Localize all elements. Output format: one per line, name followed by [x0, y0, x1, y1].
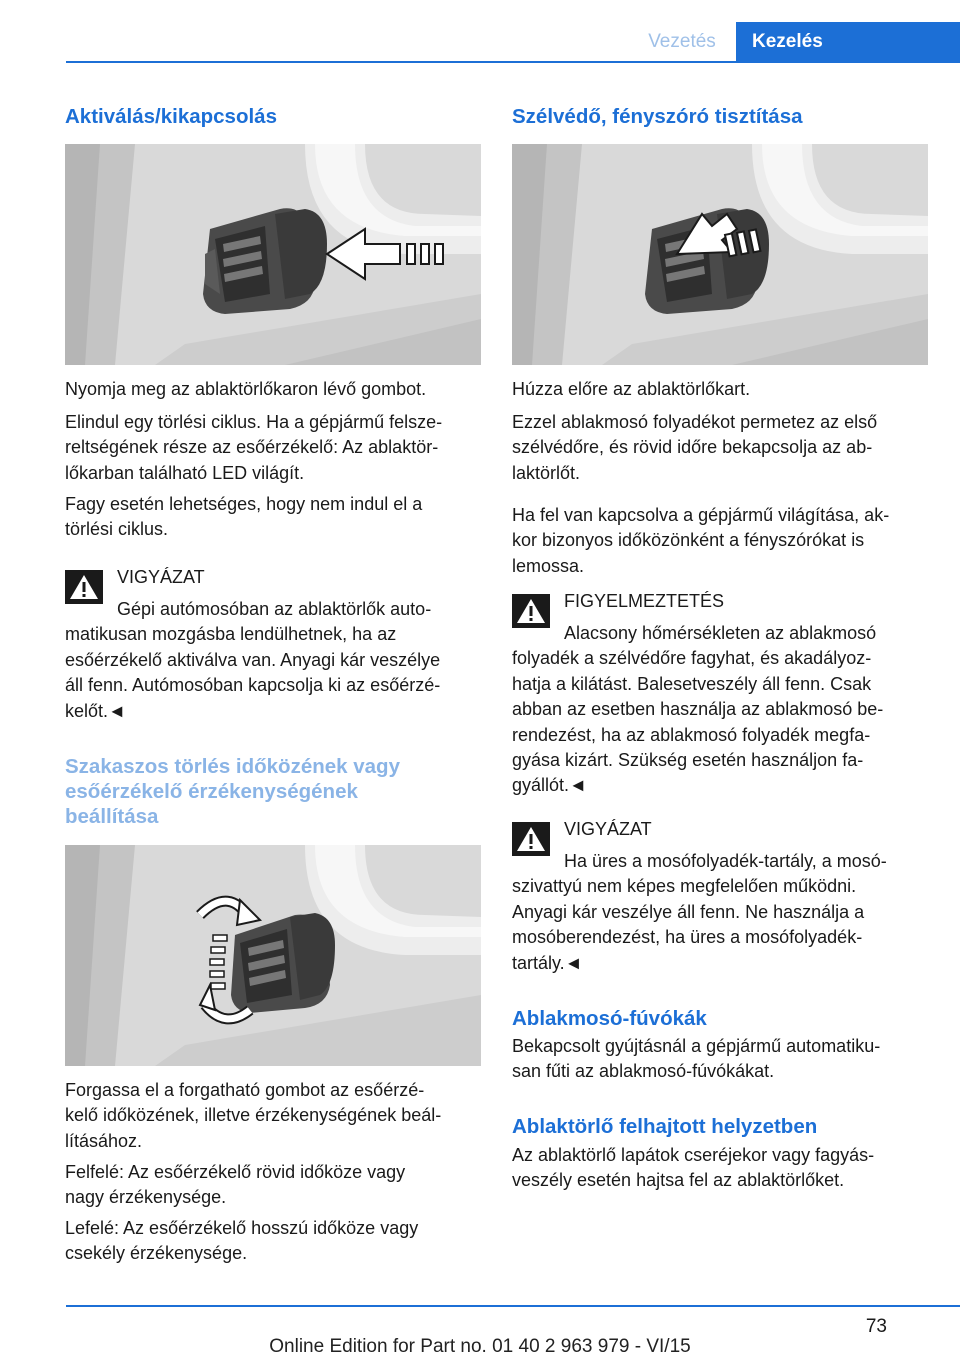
paragraph: Húzza előre az ablaktörlőkart. [512, 379, 751, 399]
paragraph-line: Ezzel ablakmosó folyadékot permetez az első [512, 412, 878, 432]
warning-text-line: szivattyú nem képes megfelelően működni. [512, 876, 857, 896]
warning-text-line: folyadék a szélvédőre fagyhat, és akadályoz‐ [512, 648, 872, 668]
warning-text-line: áll fenn. Autómosóban kapcsolja ki az esőérzé‐ [65, 675, 441, 695]
wiper-pull-illustration [512, 144, 928, 365]
heading-fuvokak: Ablakmosó-fúvókák [512, 1007, 707, 1030]
warning-text-line: gyállót.◄ [512, 775, 587, 795]
header-rule [66, 61, 960, 63]
paragraph-line: szélvédőre, és rövid időre bekapcsolja az ab‐ [512, 437, 873, 457]
warning-text-line: gyása kizárt. Szükség esetén használjon fa‐ [512, 750, 864, 770]
heading-felhajtott: Ablaktörlő felhajtott helyzetben [512, 1115, 818, 1138]
warning-title: VIGYÁZAT [564, 819, 652, 839]
warning-text-line: mosóberendezést, ha üres a mosófolyadék‐ [512, 927, 863, 947]
heading-szakaszos-line: beállítása [65, 805, 159, 828]
heading-aktivalas: Aktiválás/kikapcsolás [65, 105, 277, 128]
page-number: 73 [865, 1316, 887, 1337]
warning-text-line: hatja a kilátást. Balesetveszély áll fenn. Csak [512, 674, 872, 694]
edition-footer: Online Edition for Part no. 01 40 2 963 979 - VI/15 [269, 1336, 691, 1357]
warning-triangle-icon [512, 822, 550, 856]
paragraph-line: Elindul egy törlési ciklus. Ha a gépjármű felsze‐ [65, 412, 443, 432]
warning-text-line: esőérzékelő aktiválva van. Anyagi kár veszélye [65, 650, 441, 670]
paragraph-line: nagy érzékenysége. [65, 1187, 227, 1207]
heading-szakaszos-line: esőérzékelő érzékenységének [65, 780, 358, 803]
paragraph-line: reltségének része az esőérzékelő: Az ablaktör‐ [65, 437, 439, 457]
paragraph-line: Az ablaktörlő lapátok cseréjekor vagy fagyás‐ [512, 1145, 875, 1165]
heading-szakaszos: Szakaszos törlés időközének vagy [65, 755, 400, 778]
tab-kezeles[interactable]: Kezelés [736, 22, 960, 63]
warning-triangle-icon [65, 570, 103, 604]
warning-text-line: rendezést, ha az ablakmosó folyadék megfa‐ [512, 725, 871, 745]
figure-wiper-button [65, 144, 481, 365]
paragraph-line: laktörlőt. [512, 463, 581, 483]
paragraph-line: Forgassa el a forgatható gombot az esőérzé‐ [65, 1080, 425, 1100]
paragraph-line: lításához. [65, 1131, 143, 1151]
paragraph-line: lemossa. [512, 556, 585, 576]
paragraph-line: lőkarban található LED világít. [65, 463, 305, 483]
paragraph-line: veszély esetén hajtsa fel az ablaktörlőket. [512, 1170, 845, 1190]
wiper-button-illustration [65, 144, 481, 365]
warning-text-line: kelőt.◄ [65, 701, 126, 721]
warning-text-line: Ha üres a mosófolyadék-tartály, a mosó‐ [564, 851, 887, 871]
paragraph-line: san fűti az ablakmosó-fúvókákat. [512, 1061, 775, 1081]
warning-title: FIGYELMEZTETÉS [564, 591, 725, 611]
paragraph-line: Lefelé: Az esőérzékelő hosszú időköze vagy [65, 1218, 419, 1238]
warning-text-line: abban az esetben használja az ablakmosó be‐ [512, 699, 884, 719]
paragraph-line: kor bizonyos időközönként a fényszórókat is [512, 530, 865, 550]
warning-triangle-icon [512, 594, 550, 628]
paragraph-line: törlési ciklus. [65, 519, 169, 539]
paragraph-line: Ha fel van kapcsolva a gépjármű világítása, ak‐ [512, 505, 890, 525]
paragraph-line: kelő időközének, illetve érzékenységének beál‐ [65, 1105, 442, 1125]
paragraph-line: Bekapcsolt gyújtásnál a gépjármű automatiku‐ [512, 1036, 881, 1056]
warning-text-line: tartály.◄ [512, 953, 583, 973]
paragraph-line: Fagy esetén lehetséges, hogy nem indul el a [65, 494, 423, 514]
warning-text-line: Anyagi kár veszélye áll fenn. Ne használja a [512, 902, 865, 922]
tab-vezetes[interactable]: Vezetés [648, 31, 716, 52]
warning-title: VIGYÁZAT [117, 567, 205, 587]
warning-text-line: Gépi autómosóban az ablaktörlők auto‐ [117, 599, 432, 619]
paragraph-line: csekély érzékenysége. [65, 1243, 248, 1263]
warning-text-line: Alacsony hőmérsékleten az ablakmosó [564, 623, 877, 643]
figure-rotary-knob [65, 845, 481, 1066]
paragraph-line: Felfelé: Az esőérzékelő rövid időköze vagy [65, 1162, 406, 1182]
rotary-knob-illustration [65, 845, 481, 1066]
figure-wiper-pull [512, 144, 928, 365]
footer-rule [66, 1305, 960, 1307]
paragraph: Nyomja meg az ablaktörlőkaron lévő gombot. [65, 379, 427, 399]
heading-szelvedo: Szélvédő, fényszóró tisztítása [512, 105, 803, 128]
warning-text-line: matikusan mozgásba lendülhetnek, ha az [65, 624, 397, 644]
